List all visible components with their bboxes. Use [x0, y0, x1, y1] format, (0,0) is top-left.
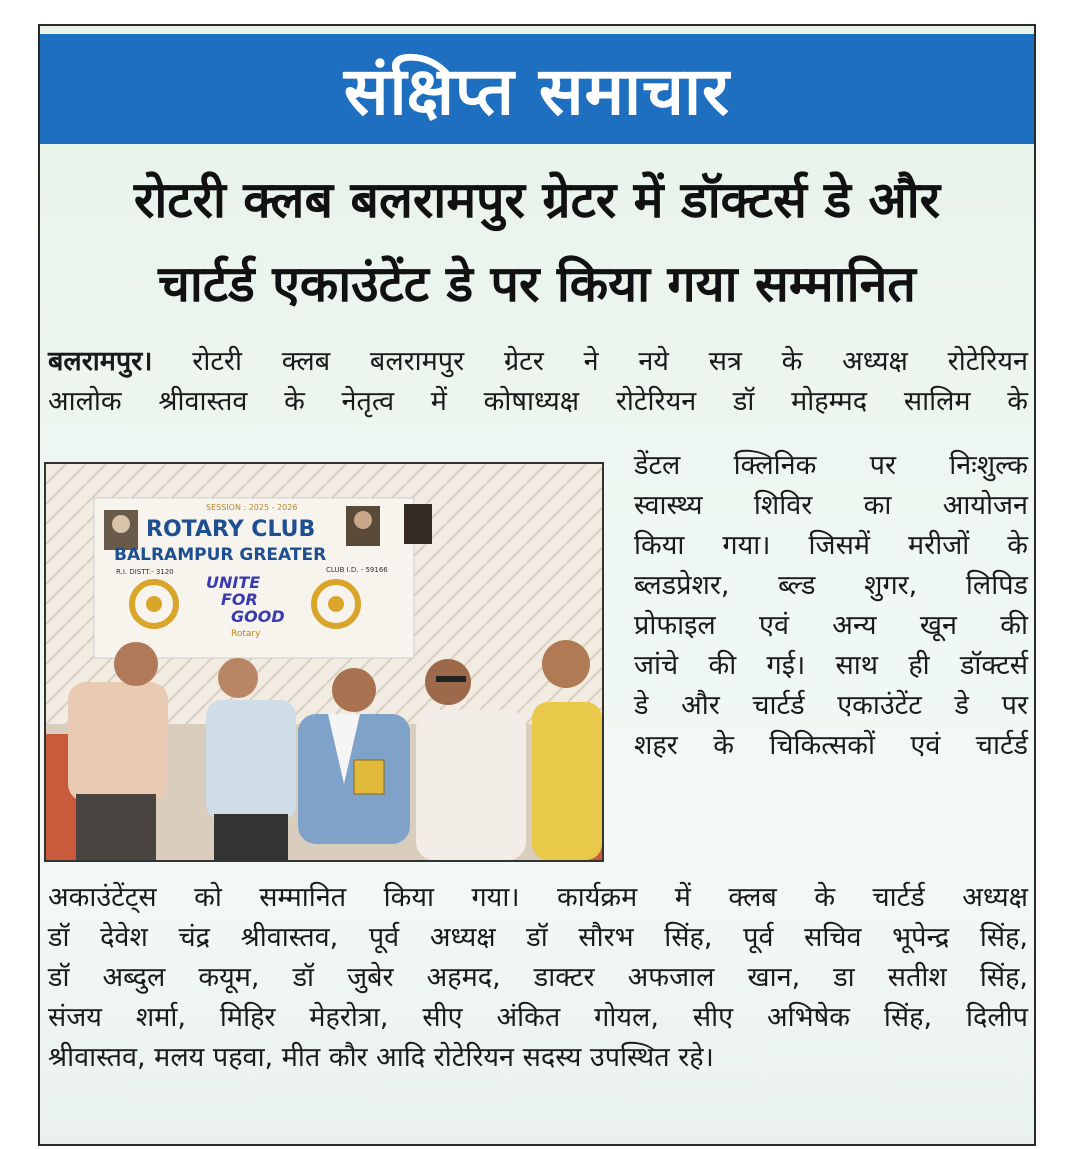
- article-line: डेंटल क्लिनिक पर निःशुल्क: [634, 450, 1028, 481]
- headline-line-2: चार्टर्ड एकाउंटेंट डे पर किया गया सम्मानित: [158, 255, 916, 313]
- article-line: अकाउंटेंट्स को सम्मानित किया गया। कार्यक्रम में क्लब के चार्टर्ड अध्यक्ष: [48, 882, 1028, 913]
- article-line: श्रीवास्तव, मलय पहवा, मीत कौर आदि रोटेरियन सदस्य उपस्थित रहे।: [48, 1042, 714, 1073]
- news-clipping: [38, 24, 1036, 1146]
- article-line-text: रोटरी क्लब बलरामपुर ग्रेटर ने नये सत्र के अध्यक्ष रोटेरियन: [152, 346, 1028, 377]
- banner-subtitle: BALRAMPUR GREATER: [114, 545, 327, 565]
- banner-rotary: Rotary: [231, 629, 261, 639]
- article-side: [634, 446, 1028, 766]
- banner-slogan-2: FOR: [221, 590, 258, 609]
- memento: [354, 760, 384, 794]
- banner-slogan-3: GOOD: [231, 607, 285, 626]
- banner-title: ROTARY CLUB: [146, 517, 316, 542]
- banner-club-id: CLUB I.D. - 59166: [326, 566, 388, 574]
- section-title: संक्षिप्त समाचार: [343, 53, 731, 130]
- article-line: शहर के चिकित्सकों एवं चार्टर्ड: [634, 730, 1028, 761]
- article-top: [48, 342, 1028, 422]
- article-line: जांचे की गई। साथ ही डॉक्टर्स: [634, 650, 1028, 681]
- section-banner: [40, 34, 1034, 144]
- event-photo: [44, 462, 604, 862]
- article-line: किया गया। जिसमें मरीजों के: [634, 530, 1028, 561]
- article-dateline: बलरामपुर।: [48, 346, 153, 377]
- banner-slogan-1: UNITE: [206, 573, 261, 592]
- headline: [48, 158, 1026, 326]
- article-line: संजय शर्मा, मिहिर मेहरोत्रा, सीए अंकित गोयल, सीए अभिषेक सिंह, दिलीप: [48, 1002, 1028, 1033]
- article-line: प्रोफाइल एवं अन्य खून की: [634, 610, 1028, 641]
- article-line: डॉ अब्दुल कयूम, डॉ जुबेर अहमद, डाक्टर अफजाल खान, डा सतीश सिंह,: [48, 962, 1028, 993]
- article-line: स्वास्थ्य शिविर का आयोजन: [634, 490, 1028, 521]
- article-line: ब्लडप्रेशर, ब्ल्ड शुगर, लिपिड: [634, 570, 1028, 601]
- article-line: डॉ देवेश चंद्र श्रीवास्तव, पूर्व अध्यक्ष डॉ सौरभ सिंह, पूर्व सचिव भूपेन्द्र सिंह,: [48, 922, 1028, 953]
- banner-distt: R.I. DISTT.- 3120: [116, 568, 174, 576]
- article-bottom: [48, 878, 1028, 1078]
- event-photo-illustration: [46, 464, 602, 860]
- article-line: [48, 342, 1028, 382]
- article-line: डे और चार्टर्ड एकाउंटेंट डे पर: [634, 690, 1028, 721]
- article-line: आलोक श्रीवास्तव के नेतृत्व में कोषाध्यक्ष रोटेरियन डॉ मोहम्मद सालिम के: [48, 386, 1028, 417]
- banner-session: SESSION : 2025 - 2026: [206, 503, 298, 512]
- headline-line-1: रोटरी क्लब बलरामपुर ग्रेटर में डॉक्टर्स डे और: [133, 171, 941, 229]
